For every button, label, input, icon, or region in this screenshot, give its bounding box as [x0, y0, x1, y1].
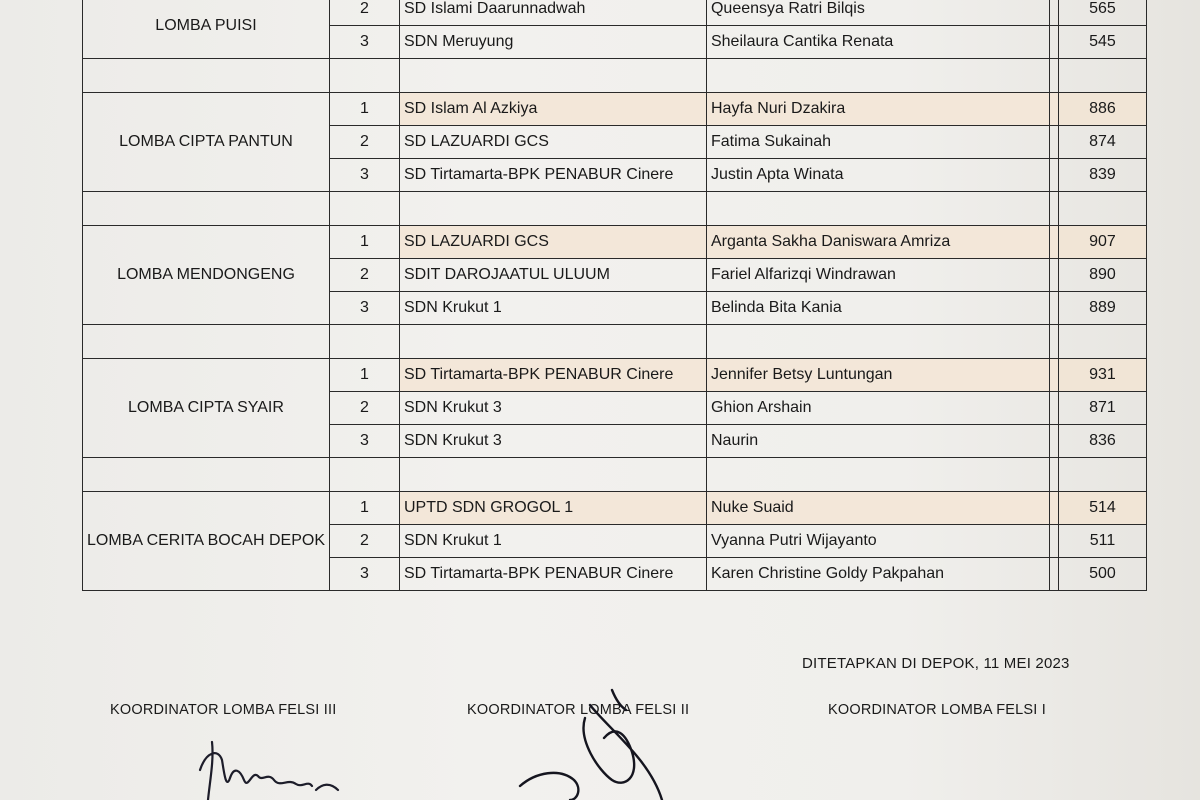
spacer-cell — [706, 325, 1049, 359]
gap-cell — [1049, 359, 1058, 392]
rank-cell: 3 — [329, 159, 399, 192]
gap-cell — [1049, 525, 1058, 558]
rank-cell: 2 — [329, 126, 399, 159]
spacer-cell — [399, 458, 706, 492]
spacer-cell — [1049, 192, 1058, 226]
spacer-cell — [1049, 59, 1058, 93]
coordinator-felsi-1-label: KOORDINATOR LOMBA FELSI I — [828, 702, 1046, 718]
score-cell: 874 — [1058, 126, 1146, 159]
gap-cell — [1049, 126, 1058, 159]
participant-name-cell: Hayfa Nuri Dzakira — [706, 93, 1049, 126]
score-cell: 931 — [1058, 359, 1146, 392]
results-table-body — [83, 0, 1147, 591]
table-row — [83, 226, 1147, 259]
category-cell: LOMBA CERITA BOCAH DEPOK — [83, 492, 330, 591]
score-cell: 836 — [1058, 425, 1146, 458]
gap-cell — [1049, 93, 1058, 126]
score-cell: 886 — [1058, 93, 1146, 126]
table-row — [83, 359, 1147, 392]
rank-cell: 1 — [329, 226, 399, 259]
category-cell: LOMBA MENDONGENG — [83, 226, 330, 325]
score-cell: 907 — [1058, 226, 1146, 259]
rank-cell: 1 — [329, 359, 399, 392]
rank-cell: 2 — [329, 0, 399, 26]
participant-name-cell: Nuke Suaid — [706, 492, 1049, 525]
category-cell: LOMBA CIPTA SYAIR — [83, 359, 330, 458]
spacer-cell — [399, 325, 706, 359]
signature-felsi-3 — [200, 742, 338, 800]
school-cell: SDN Meruyung — [399, 26, 706, 59]
school-cell: SDN Krukut 1 — [399, 292, 706, 325]
rank-cell: 2 — [329, 525, 399, 558]
participant-name-cell: Naurin — [706, 425, 1049, 458]
spacer-row — [83, 325, 1147, 359]
score-cell: 839 — [1058, 159, 1146, 192]
gap-cell — [1049, 0, 1058, 26]
rank-cell: 2 — [329, 259, 399, 292]
school-cell: SDIT DAROJAATUL ULUUM — [399, 259, 706, 292]
school-cell: SD Tirtamarta-BPK PENABUR Cinere — [399, 359, 706, 392]
school-cell: SDN Krukut 3 — [399, 392, 706, 425]
score-cell: 889 — [1058, 292, 1146, 325]
gap-cell — [1049, 392, 1058, 425]
school-cell: SD LAZUARDI GCS — [399, 126, 706, 159]
table-row — [83, 492, 1147, 525]
rank-cell: 3 — [329, 558, 399, 591]
rank-cell: 2 — [329, 392, 399, 425]
coordinator-felsi-2-label: KOORDINATOR LOMBA FELSI II — [467, 702, 690, 718]
spacer-cell — [83, 458, 330, 492]
score-cell: 500 — [1058, 558, 1146, 591]
table-row — [83, 0, 1147, 26]
spacer-cell — [83, 325, 330, 359]
rank-cell: 1 — [329, 492, 399, 525]
participant-name-cell: Jennifer Betsy Luntungan — [706, 359, 1049, 392]
spacer-cell — [83, 59, 330, 93]
table-row — [83, 93, 1147, 126]
spacer-row — [83, 458, 1147, 492]
school-cell: SD Islami Daarunnadwah — [399, 0, 706, 26]
participant-name-cell: Arganta Sakha Daniswara Amriza — [706, 226, 1049, 259]
score-cell: 871 — [1058, 392, 1146, 425]
participant-name-cell: Belinda Bita Kania — [706, 292, 1049, 325]
participant-name-cell: Ghion Arshain — [706, 392, 1049, 425]
participant-name-cell: Vyanna Putri Wijayanto — [706, 525, 1049, 558]
rank-cell: 3 — [329, 26, 399, 59]
gap-cell — [1049, 292, 1058, 325]
gap-cell — [1049, 226, 1058, 259]
participant-name-cell: Karen Christine Goldy Pakpahan — [706, 558, 1049, 591]
gap-cell — [1049, 492, 1058, 525]
school-cell: SDN Krukut 1 — [399, 525, 706, 558]
spacer-cell — [1058, 325, 1146, 359]
spacer-row — [83, 192, 1147, 226]
participant-name-cell: Queensya Ratri Bilqis — [706, 0, 1049, 26]
spacer-cell — [706, 59, 1049, 93]
coordinator-felsi-3-label: KOORDINATOR LOMBA FELSI III — [110, 702, 337, 718]
gap-cell — [1049, 26, 1058, 59]
rank-cell: 1 — [329, 93, 399, 126]
spacer-cell — [1058, 458, 1146, 492]
spacer-cell — [83, 192, 330, 226]
score-cell: 545 — [1058, 26, 1146, 59]
results-table — [82, 0, 1147, 591]
spacer-cell — [329, 59, 399, 93]
date-line: DITETAPKAN DI DEPOK, 11 MEI 2023 — [802, 655, 1070, 672]
participant-name-cell: Fariel Alfarizqi Windrawan — [706, 259, 1049, 292]
participant-name-cell: Justin Apta Winata — [706, 159, 1049, 192]
school-cell: SD LAZUARDI GCS — [399, 226, 706, 259]
spacer-cell — [329, 325, 399, 359]
spacer-cell — [1049, 458, 1058, 492]
spacer-cell — [399, 192, 706, 226]
gap-cell — [1049, 558, 1058, 591]
gap-cell — [1049, 259, 1058, 292]
spacer-cell — [706, 192, 1049, 226]
score-cell: 890 — [1058, 259, 1146, 292]
spacer-cell — [329, 192, 399, 226]
participant-name-cell: Sheilaura Cantika Renata — [706, 26, 1049, 59]
score-cell: 514 — [1058, 492, 1146, 525]
spacer-cell — [706, 458, 1049, 492]
rank-cell: 3 — [329, 292, 399, 325]
category-cell: LOMBA PUISI — [83, 0, 330, 59]
school-cell: SDN Krukut 3 — [399, 425, 706, 458]
spacer-cell — [329, 458, 399, 492]
school-cell: SD Islam Al Azkiya — [399, 93, 706, 126]
score-cell: 565 — [1058, 0, 1146, 26]
participant-name-cell: Fatima Sukainah — [706, 126, 1049, 159]
category-cell: LOMBA CIPTA PANTUN — [83, 93, 330, 192]
spacer-cell — [399, 59, 706, 93]
spacer-cell — [1058, 192, 1146, 226]
rank-cell: 3 — [329, 425, 399, 458]
spacer-row — [83, 59, 1147, 93]
school-cell: UPTD SDN GROGOL 1 — [399, 492, 706, 525]
gap-cell — [1049, 425, 1058, 458]
school-cell: SD Tirtamarta-BPK PENABUR Cinere — [399, 159, 706, 192]
spacer-cell — [1058, 59, 1146, 93]
gap-cell — [1049, 159, 1058, 192]
school-cell: SD Tirtamarta-BPK PENABUR Cinere — [399, 558, 706, 591]
spacer-cell — [1049, 325, 1058, 359]
score-cell: 511 — [1058, 525, 1146, 558]
